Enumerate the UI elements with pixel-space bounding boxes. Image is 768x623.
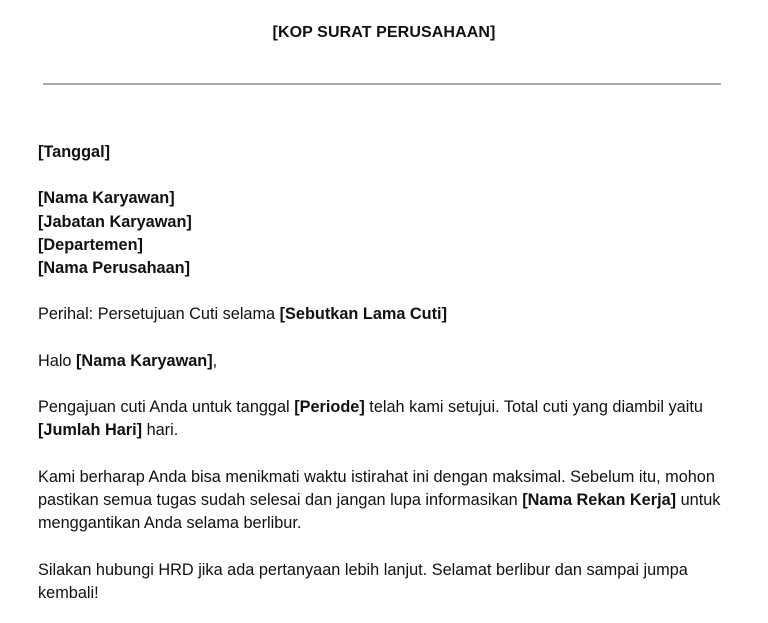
spacer	[38, 443, 728, 466]
subject-label: Perihal: Persetujuan Cuti selama	[38, 305, 280, 324]
recipient-position: [Jabatan Karyawan]	[38, 212, 192, 231]
recipient-company: [Nama Perusahaan]	[38, 259, 191, 277]
spacer	[38, 164, 728, 187]
greeting: Halo [Nama Karyawan],	[38, 351, 218, 370]
spacer	[38, 327, 728, 350]
letterhead-title: [KOP SURAT PERUSAHAAN]	[272, 24, 496, 41]
recipient-name: [Nama Karyawan]	[38, 189, 175, 208]
days-placeholder: [Jumlah Hari]	[38, 421, 143, 440]
letter-body	[38, 141, 728, 605]
paragraph-handover: Kami berharap Anda bisa menikmati waktu istirahat ini dengan maksimal. Sebelum itu, mohon pastikan semua tugas sudah selesai dan jangan lupa informasikan [Nama Rekan Kerja] untuk menggantikan Anda selama berlibur.	[38, 467, 721, 533]
period-placeholder: [Periode]	[294, 398, 365, 417]
spacer	[38, 373, 728, 396]
paragraph-closing: Silakan hubungi HRD jika ada pertanyaan lebih lanjut. Selamat berlibur dan sampai jumpa kembali!	[38, 560, 688, 602]
recipient-block	[38, 187, 728, 280]
colleague-placeholder: [Nama Rekan Kerja]	[522, 490, 677, 509]
paragraph-approval: Pengajuan cuti Anda untuk tanggal [Periode] telah kami setujui. Total cuti yang diambil yaitu [Jumlah Hari] hari.	[38, 398, 703, 440]
letter-date: [Tanggal]	[38, 143, 111, 161]
subject-line	[38, 303, 728, 326]
recipient-department: [Departemen]	[38, 235, 143, 254]
header-divider	[43, 83, 721, 85]
subject-value: [Sebutkan Lama Cuti]	[279, 305, 447, 324]
spacer	[38, 280, 728, 303]
greeting-name: [Nama Karyawan]	[76, 351, 213, 370]
spacer	[38, 535, 728, 558]
